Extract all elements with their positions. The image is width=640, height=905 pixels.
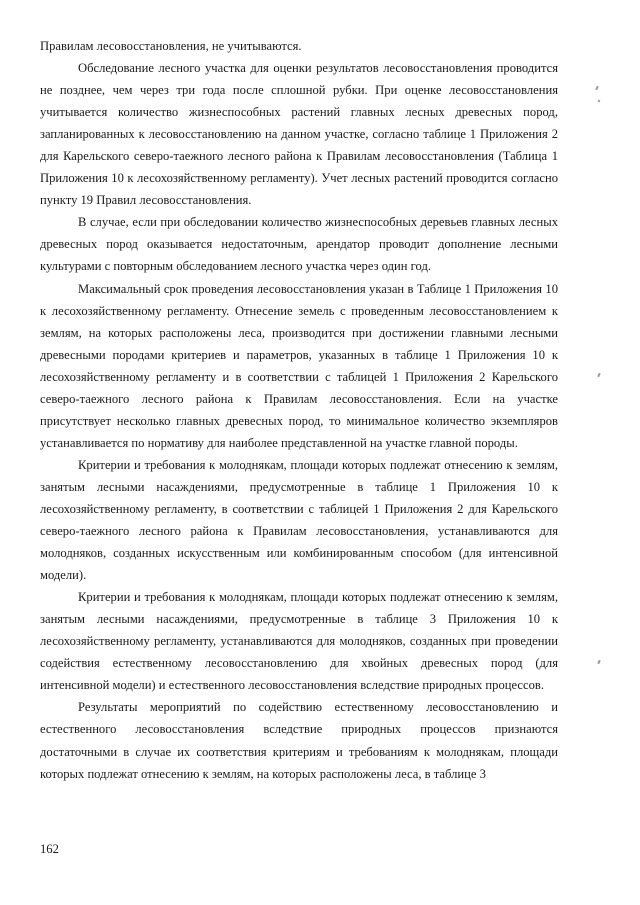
paragraph-continuation: Правилам лесовосстановления, не учитываются. <box>40 39 302 53</box>
paragraph-inspection: Обследование лесного участка для оценки результатов лесовосстановления проводится не позднее, чем через три года после сплошной рубки. При оценке лесовосстановления учитывается количество жизнеспособных растений главных лесных древесных пород, запланированных к лесовосстановлению на данном участке, согласно таблице 1 Приложения 2 для Карельского северо-таежного лесного района к Правилам лесовосстановления (Таблица 1 Приложения 10 к лесохозяйственному регламенту). Учет лесных растений проводится согласно пункту 19 Правил лесовосстановления. <box>40 61 558 208</box>
scan-artifact <box>597 373 601 377</box>
scan-artifact <box>597 660 601 664</box>
body-text <box>40 35 558 785</box>
paragraph-results: Результаты мероприятий по содействию естественному лесовосстановлению и естественного лесовосстановления вследствие природных процессов признаются достаточными в случае их соответствия критериям и требованиям к молоднякам, площади которых подлежат отнесению к землям, на которых расположены леса, в таблице 3 <box>40 700 558 781</box>
paragraph-criteria-table1: Критерии и требования к молоднякам, площади которых подлежат отнесению к землям, занятым лесными насаждениями, предусмотренные в таблице 1 Приложения 10 к лесохозяйственному регламенту, в соответствии с таблицей 1 Приложения 2 для Карельского северо-таежного лесного района к Правилам лесовосстановления, устанавливаются для молодняков, созданных искусственным или комбинированным способом (для интенсивной модели). <box>40 457 558 583</box>
page-number: 162 <box>40 842 59 856</box>
scan-artifact <box>598 100 601 103</box>
paragraph-insufficient: В случае, если при обследовании количество жизнеспособных деревьев главных лесных древесных пород оказывается недостаточным, арендатор проводит дополнение лесными культурами с повторным обследованием лесного участка через один год. <box>40 215 558 274</box>
scan-artifact <box>595 86 599 90</box>
paragraph-criteria-table3: Критерии и требования к молоднякам, площади которых подлежат отнесению к землям, занятым лесными насаждениями, предусмотренные в таблице 3 Приложения 10 к лесохозяйственному регламенту, устанавливаются для молодняков, созданных при проведении содействия естественному лесовосстановлению для хвойных древесных пород (для интенсивной модели) и естественного лесовосстановления вследствие природных процессов. <box>40 590 558 693</box>
paragraph-max-term: Максимальный срок проведения лесовосстановления указан в Таблице 1 Приложения 10 к лесохозяйственному регламенту. Отнесение земель с проведенным лесовосстановлением к землям, на которых расположены леса, производится при достижении главными лесными древесными породами критериев и параметров, указанных в таблице 1 Приложения 10 к лесохозяйственному регламенту и в соответствии с таблицей 1 Приложения 2 Карельского северо-таежного лесного района к Правилам лесовосстановления. Если на участке присутствует несколько главных древесных пород, то минимальное количество экземпляров устанавливается по нормативу для наиболее представленной на участке главной породы. <box>40 281 558 450</box>
